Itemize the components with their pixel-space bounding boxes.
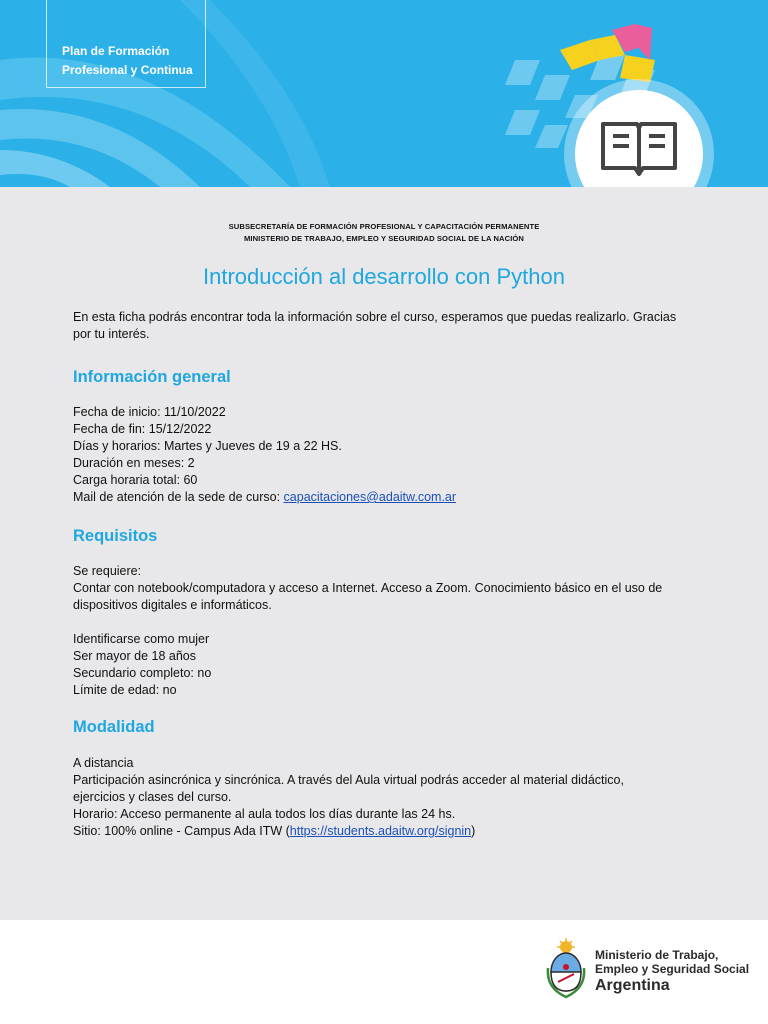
requirements-intro: Se requiere:: [73, 564, 142, 578]
modality-schedule: Horario: Acceso permanente al aula todos los días durante las 24 hs.: [73, 807, 456, 821]
plan-line-2: Profesional y Continua: [62, 63, 193, 77]
modality-list: [73, 755, 713, 840]
footer: [0, 920, 768, 1024]
plan-line-1: Plan de Formación: [62, 44, 170, 58]
modality-line-2: ejercicios y clases del curso.: [73, 790, 232, 804]
general-info-heading: Información general: [73, 368, 231, 386]
start-date: Fecha de inicio: 11/10/2022: [73, 405, 226, 419]
campus-link[interactable]: https://students.adaitw.org/signin: [289, 824, 472, 838]
requirements-heading: Requisitos: [73, 527, 158, 545]
subsecretaria-heading: [0, 221, 768, 245]
site-row: [73, 823, 713, 840]
ministry-name: [595, 948, 749, 996]
country-name: Argentina: [595, 977, 670, 994]
end-date: Fecha de fin: 15/12/2022: [73, 422, 212, 436]
modality-line-1: Participación asincrónica y sincrónica. A través del Aula virtual podrás acceder al material didáctico,: [73, 773, 624, 787]
intro-line-1: En esta ficha podrás encontrar toda la información sobre el curso, esperamos que puedas realizarlo. Gracias: [73, 310, 677, 324]
subsecretaria-line: SUBSECRETARÍA DE FORMACIÓN PROFESIONAL Y CAPACITACIÓN PERMANENTE: [228, 222, 540, 231]
modality-type: A distancia: [73, 756, 134, 770]
age-limit: Límite de edad: no: [73, 683, 177, 697]
ministry-line-1: Ministerio de Trabajo,: [595, 948, 719, 962]
modality-heading: Modalidad: [73, 718, 155, 736]
contact-mail-link[interactable]: capacitaciones@adaitw.com.ar: [283, 490, 457, 504]
schedule: Días y horarios: Martes y Jueves de 19 a 22 HS.: [73, 439, 342, 453]
header-banner: [0, 0, 768, 187]
duration: Duración en meses: 2: [73, 456, 195, 470]
total-hours: Carga horaria total: 60: [73, 473, 198, 487]
ministerio-line: MINISTERIO DE TRABAJO, EMPLEO Y SEGURIDAD SOCIAL DE LA NACIÓN: [243, 234, 525, 243]
requirements-line-2: dispositivos digitales e informáticos.: [73, 598, 272, 612]
general-info-list: [73, 404, 713, 506]
age-requirement: Ser mayor de 18 años: [73, 649, 196, 663]
open-book-icon: [599, 118, 679, 178]
site-prefix: Sitio: 100% online - Campus Ada ITW (: [73, 824, 290, 838]
secondary-requirement: Secundario completo: no: [73, 666, 212, 680]
contact-mail-row: [73, 489, 713, 506]
requirements-line-1: Contar con notebook/computadora y acceso a Internet. Acceso a Zoom. Conocimiento básico en el uso de: [73, 581, 663, 595]
course-title: Introducción al desarrollo con Python: [203, 264, 565, 289]
coat-of-arms-icon: [544, 938, 588, 1000]
intro-line-2: por tu interés.: [73, 327, 150, 341]
gender-requirement: Identificarse como mujer: [73, 632, 210, 646]
site-suffix: ): [471, 824, 476, 838]
mail-label: Mail de atención de la sede de curso:: [73, 490, 284, 504]
requirements-list: [73, 563, 713, 699]
plan-formacion-box: [46, 0, 206, 88]
ministry-line-2: Empleo y Seguridad Social: [595, 962, 750, 976]
intro-text: [73, 309, 713, 343]
